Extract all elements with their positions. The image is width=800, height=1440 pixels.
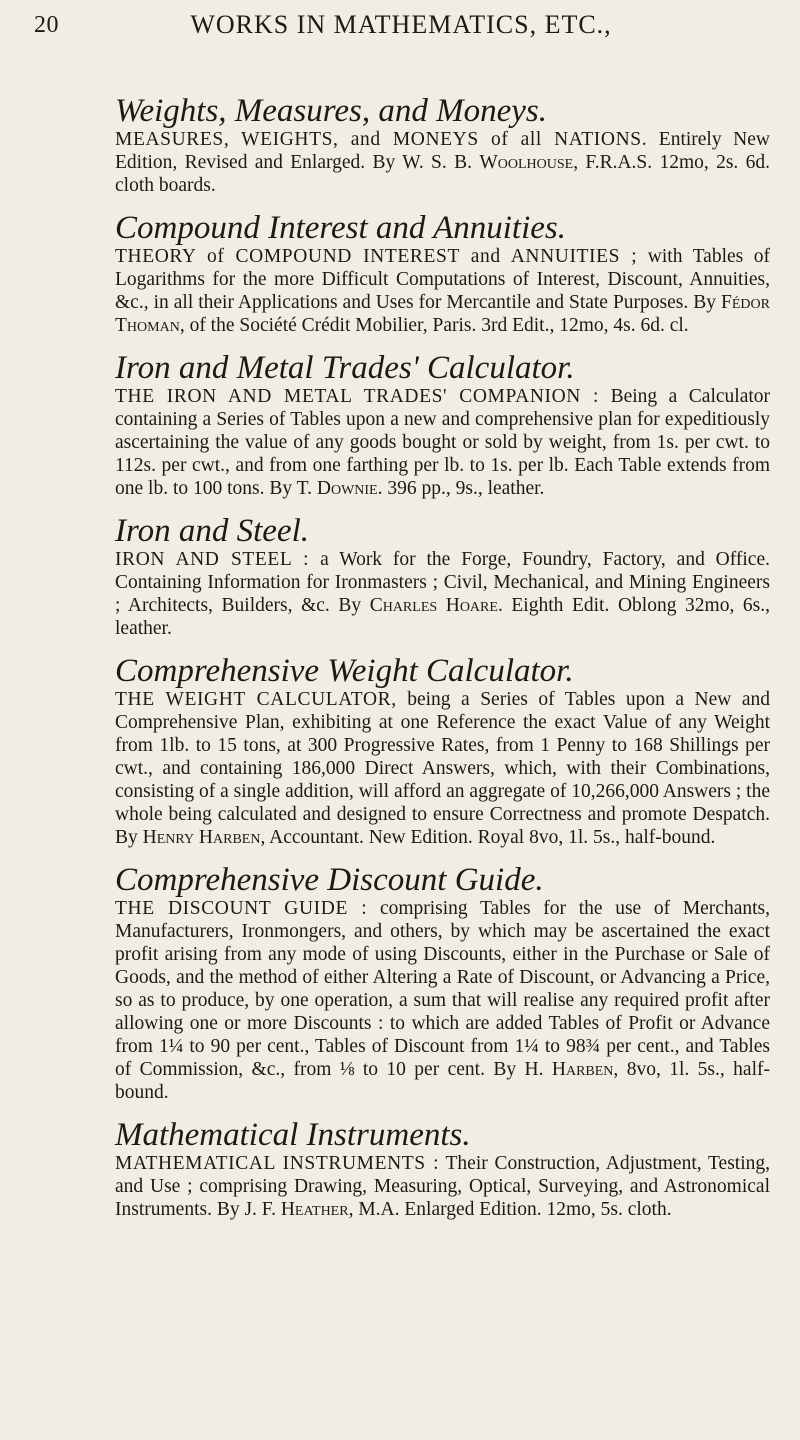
entry-author: Fédor Thoman — [115, 292, 770, 336]
entry-heading: Compound Interest and Annuities. — [115, 210, 566, 246]
entry-text: with Tables of Logarithms for the more Difficult Computations of Interest, Discount, Annuities, &c., in all their Applications and Uses for Mercantile and State Purposes. By — [115, 246, 770, 313]
catalogue-entry — [115, 1118, 770, 1221]
entry-tail: , F.R.A.S. 12mo, 2s. 6d. cloth boards. — [115, 152, 771, 196]
entry-heading: Comprehensive Weight Calculator. — [115, 653, 574, 689]
catalogue-entry — [115, 211, 770, 337]
catalogue-entry — [115, 351, 770, 500]
entry-lead: THE IRON AND METAL TRADES' COMPANION : — [115, 386, 600, 407]
page-header — [32, 10, 770, 50]
entry-lead: THEORY of COMPOUND INTEREST and ANNUITIES ; — [115, 246, 638, 267]
catalogue-entry — [115, 94, 770, 197]
running-title: WORKS IN MATHEMATICS, ETC., — [190, 10, 612, 39]
entry-body — [115, 385, 770, 500]
entry-lead: MATHEMATICAL INSTRUMENTS : — [115, 1153, 440, 1174]
page-number: 20 — [34, 12, 59, 38]
entry-author: H. Harben — [524, 1059, 614, 1080]
catalogue-entries — [32, 94, 770, 1221]
catalogue-entry — [115, 863, 770, 1104]
entry-heading: Mathematical Instruments. — [115, 1117, 471, 1153]
entry-heading: Iron and Steel. — [115, 513, 309, 549]
entry-body — [115, 897, 770, 1104]
entry-author: Downie — [316, 478, 378, 499]
catalogue-entry — [115, 654, 770, 849]
entry-heading: Weights, Measures, and Moneys. — [115, 93, 547, 129]
entry-author: Henry Harben — [142, 827, 261, 848]
entry-body — [115, 548, 770, 640]
entry-lead: IRON AND STEEL : — [115, 549, 310, 570]
entry-text: comprising Tables for the use of Merchants, Manufacturers, Ironmongers, and others, by which may be ascertained the exact profit arising from any mode of using Discounts, either in the Purchase or Sale of Goods, and the method of either Altering a Rate of Discount, or Advancing a Price, so as to produce, by one operation, a sum that will realise any required profit after allowing one or more Discounts : to which are added Tables of Profit or Advance from 1¼ to 90 per cent., Tables of Discount from 1¼ to 98¾ per cent., and Tables of Commission, &c., from ⅛ to 10 per cent. By — [115, 898, 770, 1080]
entry-text: Being a Calculator containing a Series of Tables upon a new and comprehensive plan for expeditiously ascertaining the value of any goods bought or sold by weight, from 1s. per cwt. to 112s. per cwt., and from one farthing per lb. to 1s. per lb. Each Table extends from one lb. to 100 tons. By T. — [115, 386, 771, 499]
entry-heading: Iron and Metal Trades' Calculator. — [115, 350, 575, 386]
entry-tail: . 396 pp., 9s., leather. — [377, 478, 545, 499]
entry-tail: , M.A. Enlarged Edition. 12mo, 5s. cloth. — [348, 1199, 672, 1220]
entry-text: Entirely New Edition, Revised and Enlarged. By W. S. B. — [115, 129, 770, 173]
entry-lead: MEASURES, WEIGHTS, and MONEYS of all NATIONS. — [115, 129, 648, 150]
entry-text: being a Series of Tables upon a New and Comprehensive Plan, exhibiting at one Reference the exact Value of any Weight from 1lb. to 15 tons, at 300 Progressive Rates, from 1 Penny to 168 Shillings per cwt., and containing 186,000 Direct Answers, which, with their Combinations, consisting of a single addition, will afford an aggregate of 10,266,000 Answers ; the whole being calculated and designed to ensure Correctness and promote Despatch. By — [115, 689, 770, 848]
entry-body — [115, 128, 770, 197]
catalogue-entry — [115, 514, 770, 640]
entry-body — [115, 245, 770, 337]
entry-heading: Comprehensive Discount Guide. — [115, 862, 544, 898]
entry-text: Their Construction, Adjustment, Testing, and Use ; comprising Drawing, Measuring, Optical, Surveying, and Astronomical Instruments. By J. F. — [115, 1153, 770, 1220]
entry-text: a Work for the Forge, Foundry, Factory, and Office. Containing Information for Ironmasters ; Civil, Mechanical, and Mining Engineers ; Architects, Builders, &c. By — [115, 549, 770, 616]
entry-lead: THE DISCOUNT GUIDE : — [115, 898, 368, 919]
entry-tail: , Accountant. New Edition. Royal 8vo, 1l. 5s., half-bound. — [260, 827, 716, 848]
entry-tail: . Eighth Edit. Oblong 32mo, 6s., leather. — [115, 595, 770, 639]
entry-lead: THE WEIGHT CALCULATOR, — [115, 689, 397, 710]
entry-tail: , 8vo, 1l. 5s., half-bound. — [115, 1059, 770, 1103]
entry-body — [115, 1152, 770, 1221]
entry-tail: , of the Société Crédit Mobilier, Paris. 3rd Edit., 12mo, 4s. 6d. cl. — [179, 315, 689, 336]
entry-author: Woolhouse — [479, 152, 574, 173]
entry-body — [115, 688, 770, 849]
entry-author: Charles Hoare — [369, 595, 498, 616]
entry-author: Heather — [280, 1199, 349, 1220]
